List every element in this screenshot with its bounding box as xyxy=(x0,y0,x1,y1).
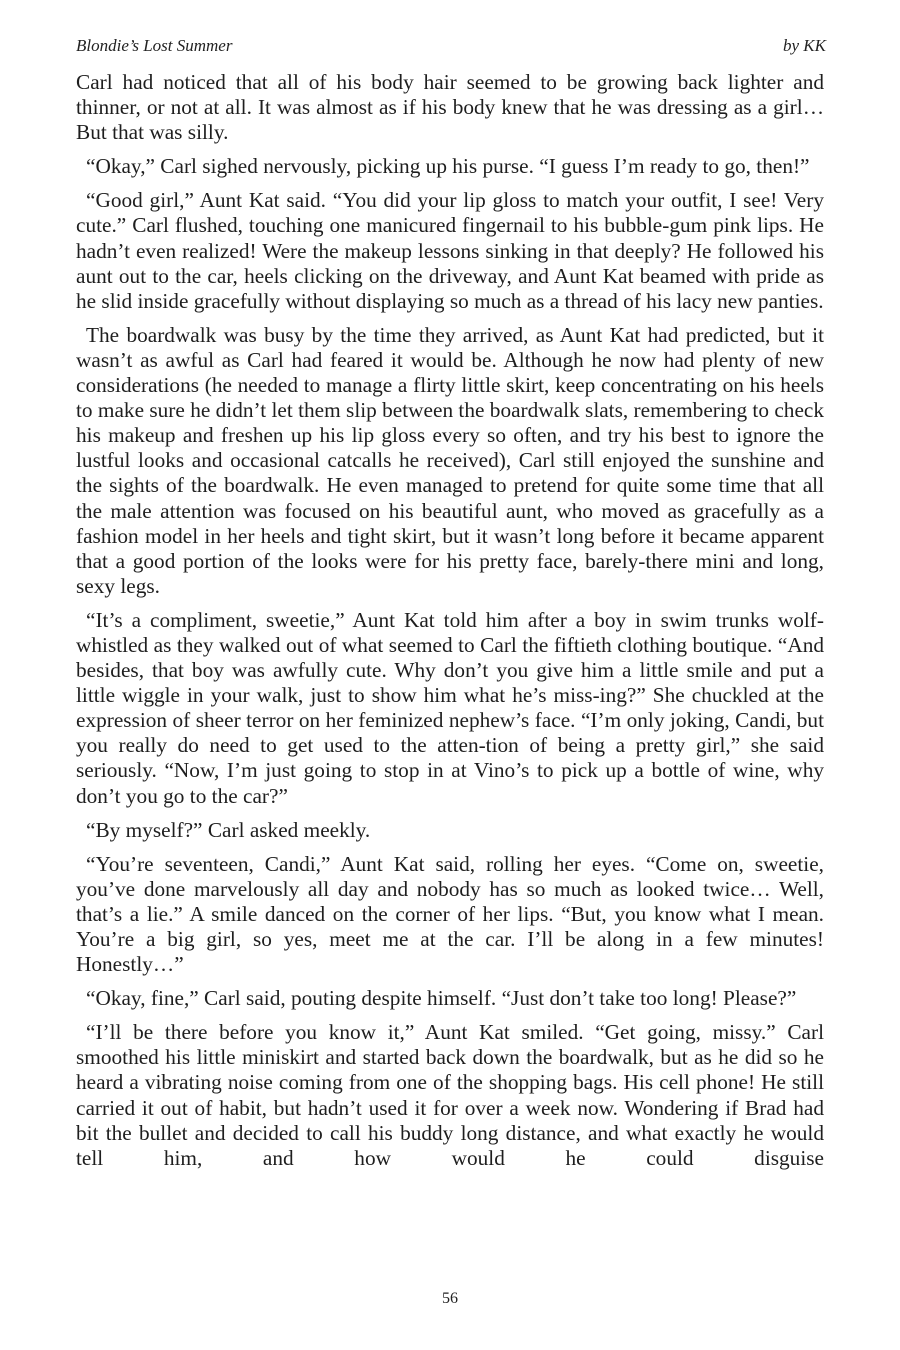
running-header xyxy=(76,36,826,58)
book-title: Blondie’s Lost Summer xyxy=(76,36,233,55)
paragraph: “I’ll be there before you know it,” Aunt Kat smiled. “Get going, missy.” Carl smoothed his little miniskirt and started back down the boardwalk, but as he did so he heard a vibrating noise coming from one of the shopping bags. His cell phone! He still carried it out of habit, but hadn’t used it for over a week now. Wondering if Brad had bit the bullet and decided to call his buddy long distance, and what exactly he would tell him, and how would he could disguise xyxy=(76,1020,824,1170)
body-text xyxy=(76,70,824,1180)
paragraph: “Okay, fine,” Carl said, pouting despite himself. “Just don’t take too long! Please?” xyxy=(86,986,797,1011)
paragraph: “By myself?” Carl asked meekly. xyxy=(86,817,371,842)
author-credit: by KK xyxy=(783,36,826,55)
paragraph: “Good girl,” Aunt Kat said. “You did your lip gloss to match your outfit, I see! Very cute.” Carl flushed, touching one manicured fingernail to his bubble-gum pink lips. He hadn’t even realized! Were the makeup lessons sinking in that deeply? He followed his aunt out to the car, heels clicking on the driveway, and Aunt Kat beamed with pride as he slid inside gracefully without displaying so much as a thread of his lacy new panties. xyxy=(76,188,824,313)
paragraph: The boardwalk was busy by the time they arrived, as Aunt Kat had predicted, but it wasn’t as awful as Carl had feared it would be. Although he now had plenty of new considerations (he needed to manage a flirty little skirt, keep concentrating on his heels to make sure he didn’t let them slip between the boardwalk slats, remembering to check his makeup and freshen up his lip gloss every so often, and try his best to ignore the lustful looks and occasional catcalls he received), Carl still enjoyed the sunshine and the sights of the boardwalk. He even managed to pretend for quite some time that all the male attention was focused on his beautiful aunt, who moved as gracefully as a fashion model in her heels and tight skirt, but it wasn’t long before it became apparent that a good portion of the looks were for his pretty face, barely-there mini and long, sexy legs. xyxy=(76,322,824,598)
paragraph: “You’re seventeen, Candi,” Aunt Kat said, rolling her eyes. “Come on, sweetie, you’ve done marvelously all day and nobody has so much as looked twice… Well, that’s a lie.” A smile danced on the corner of her lips. “But, you know what I mean. You’re a big girl, so yes, meet me at the car. I’ll be along in a few minutes! Honestly…” xyxy=(76,851,824,977)
page-number: 56 xyxy=(442,1290,458,1307)
paragraph: “It’s a compliment, sweetie,” Aunt Kat told him after a boy in swim trunks wolf-whistled as they walked out of what seemed to Carl the fiftieth clothing boutique. “And besides, that boy was awfully cute. Why don’t you give him a little smile and put a little wiggle in your walk, just to show him what he’s miss-ing?” She chuckled at the expression of sheer terror on her feminized nephew’s face. “I’m only joking, Candi, but you really do need to get used to the atten-tion of being a pretty girl,” she said seriously. “Now, I’m just going to stop in at Vino’s to pick up a bottle of wine, why don’t you go to the car?” xyxy=(76,607,824,808)
paragraph: Carl had noticed that all of his body hair seemed to be growing back lighter and thinner, or not at all. It was almost as if his body knew that he was dressing as a girl… But that was silly. xyxy=(76,70,824,145)
paragraph: “Okay,” Carl sighed nervously, picking up his purse. “I guess I’m ready to go, then!” xyxy=(86,154,810,179)
